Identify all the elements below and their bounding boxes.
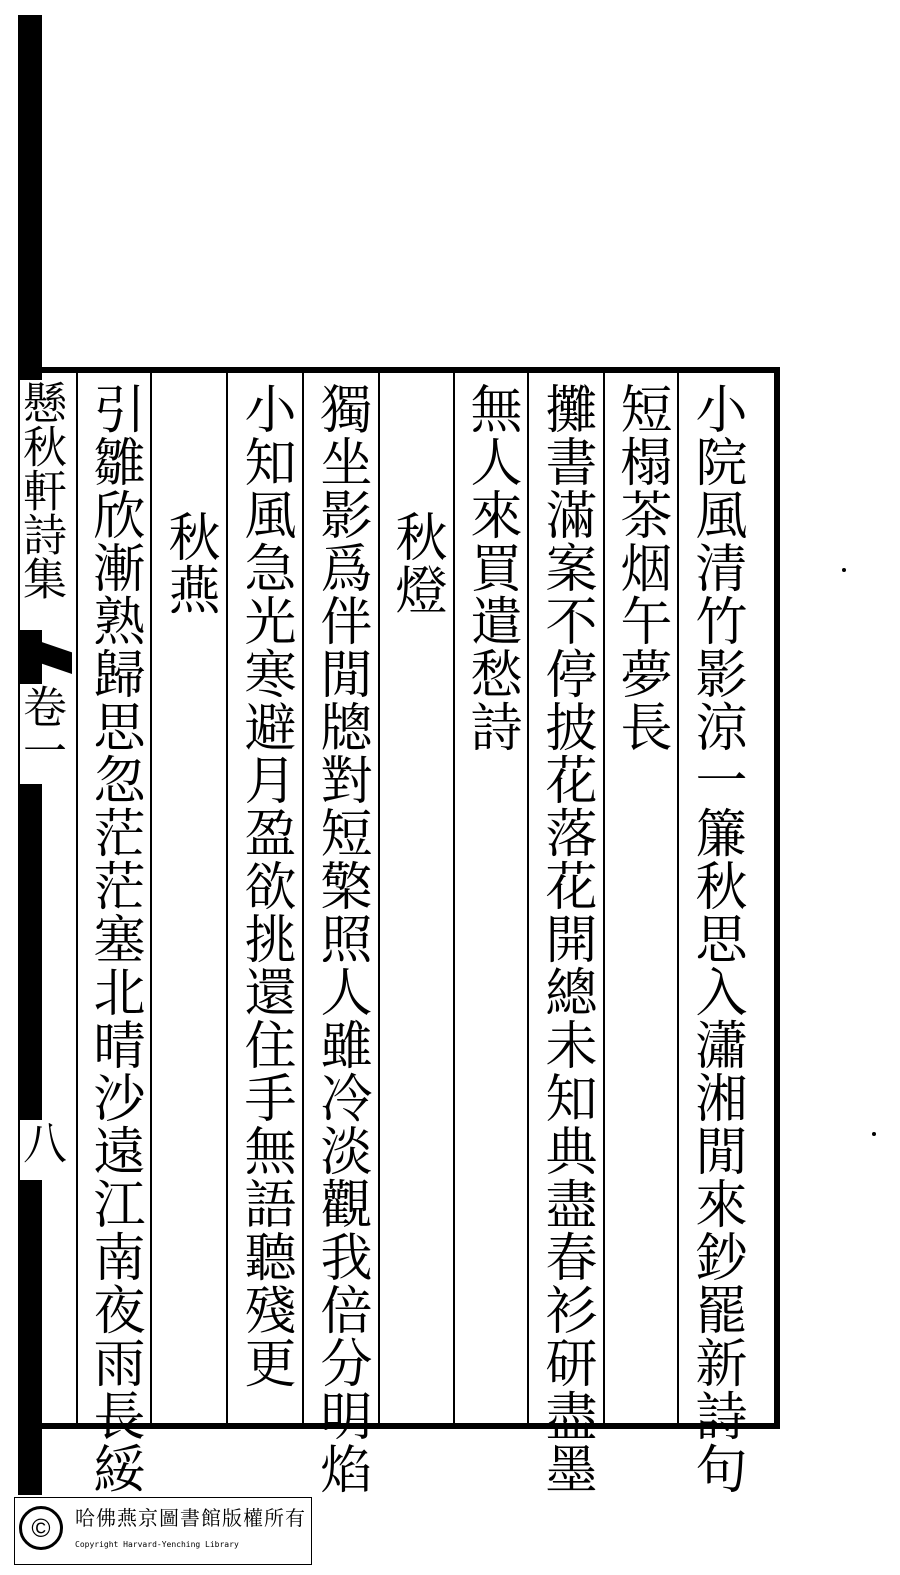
column-rule <box>226 373 228 1423</box>
copyright-icon: © <box>19 1506 63 1550</box>
stamp-copyright-line: Copyright Harvard-Yenching Library <box>75 1540 239 1549</box>
column-rule <box>527 373 529 1423</box>
margin-volume: 卷一 <box>20 684 60 784</box>
text-column: 獨坐影爲伴閒牕對短檠照人雖冷淡觀我倍分明焰 <box>311 382 371 1495</box>
poem-title: 秋燈 <box>386 510 446 616</box>
column-rule <box>302 373 304 1423</box>
text-column: 無人來買遣愁詩 <box>461 382 521 753</box>
column-rule <box>677 373 679 1423</box>
column-rule <box>378 373 380 1423</box>
column-rule <box>603 373 605 1423</box>
frame-bottom-border <box>40 1423 780 1429</box>
margin-title: 懸秋軒詩集 <box>20 380 60 630</box>
speck <box>842 568 846 572</box>
text-column: 短榻茶烟午夢長 <box>611 382 671 753</box>
text-column: 引雛欣漸熟歸思忽茫茫塞北晴沙遠江南夜雨長綏 <box>84 382 144 1495</box>
speck <box>872 1132 876 1136</box>
margin-folio: 八 <box>20 1120 60 1180</box>
poem-title: 秋燕 <box>159 510 219 616</box>
copyright-stamp <box>14 1497 312 1565</box>
column-rule <box>453 373 455 1423</box>
column-rule <box>150 373 152 1423</box>
text-column: 小知風急光寒避月盈欲挑還住手無語聽殘更 <box>235 382 295 1389</box>
frame-right-border <box>774 367 780 1429</box>
text-column: 攤書滿案不停披花落花開總未知典盡春衫研盡墨 <box>536 382 596 1495</box>
text-column: 小院風清竹影涼一簾秋思入瀟湘閒來鈔罷新詩句 <box>686 382 746 1495</box>
stamp-text: 哈佛燕京圖書館版權所有 <box>75 1506 306 1530</box>
column-rule <box>76 373 78 1423</box>
